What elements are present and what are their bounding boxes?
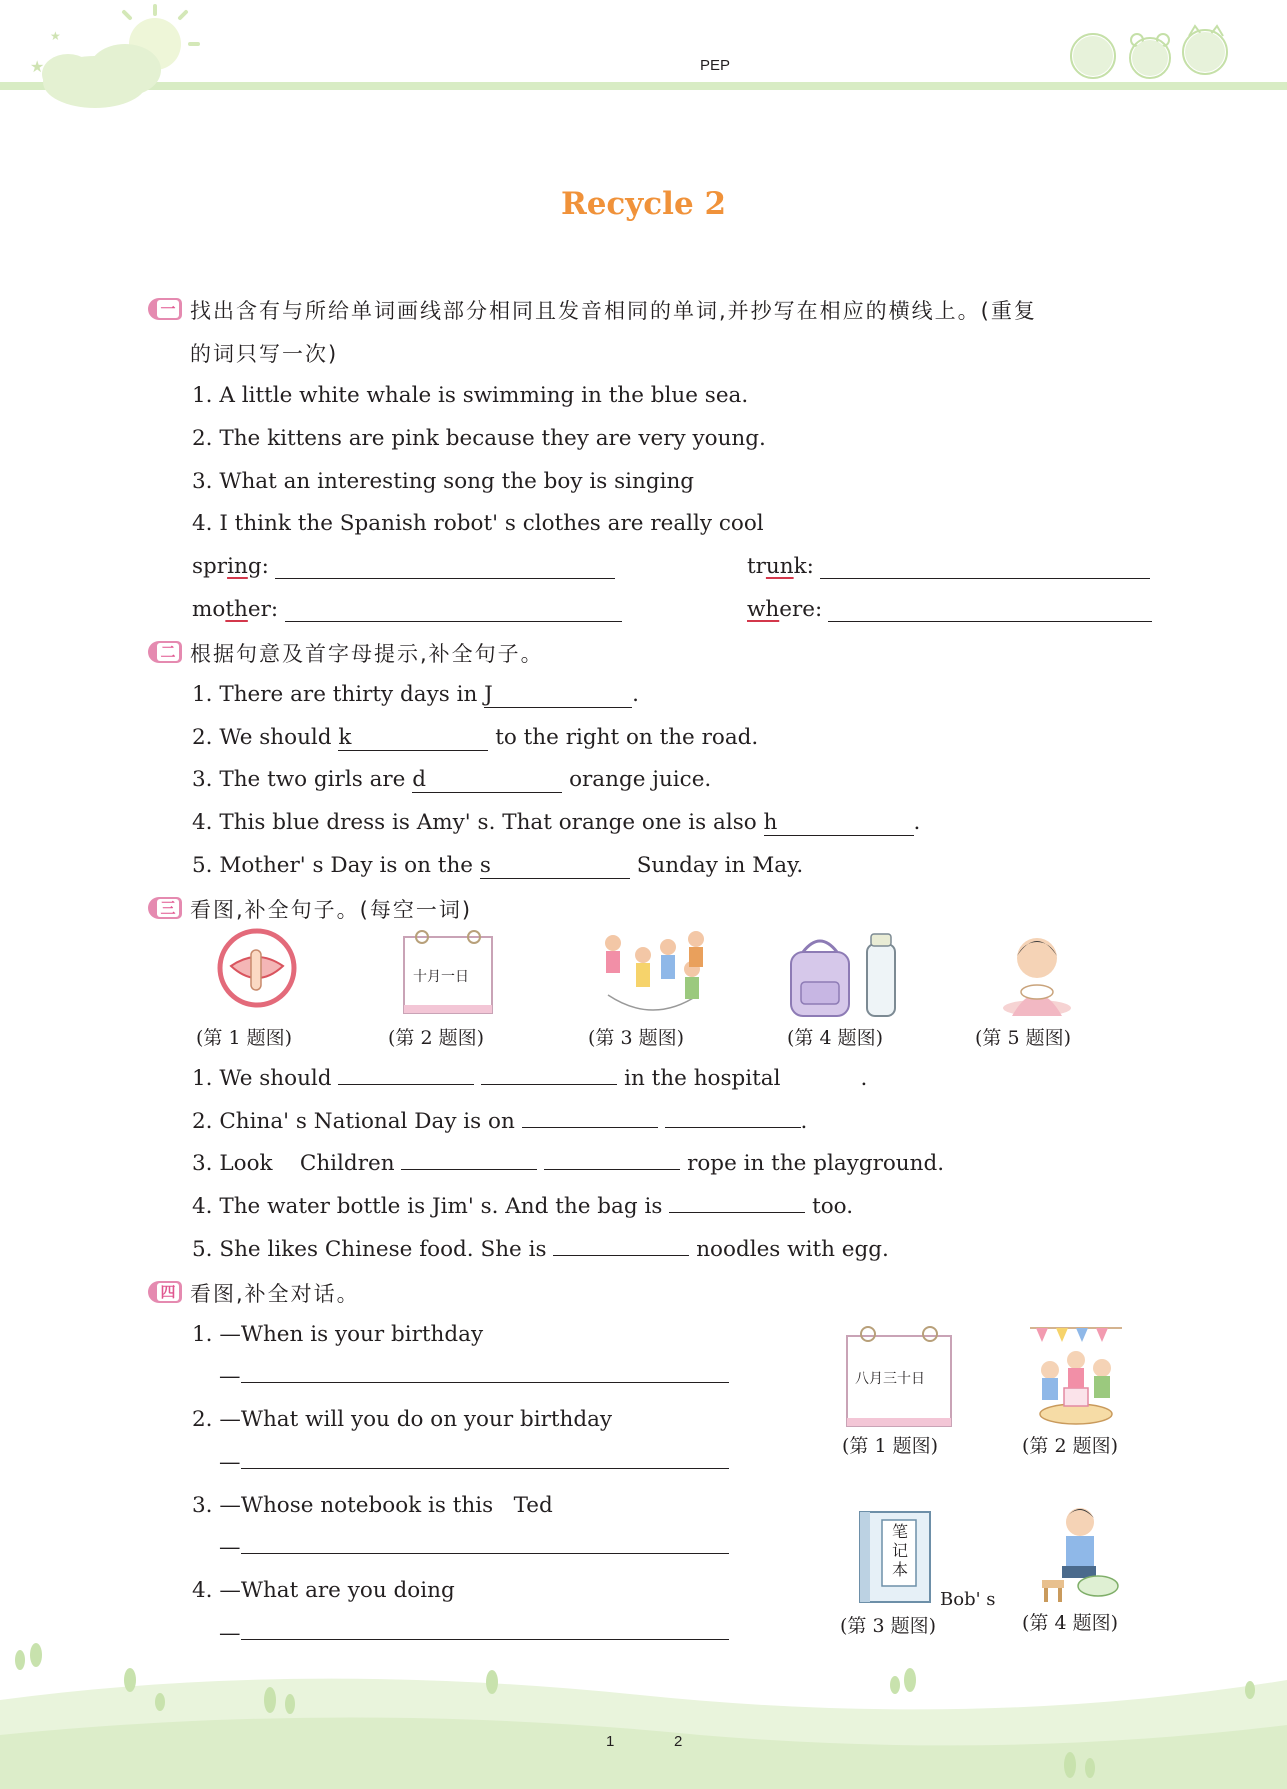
s1-word-trunk: trunk: [747, 554, 814, 579]
s1-answer-where[interactable] [828, 599, 1152, 622]
s3-item-5: 5. She likes Chinese food. She is noodles with egg. [192, 1237, 889, 1262]
s3-item-3: 3. Look Children rope in the playground. [192, 1151, 945, 1176]
s2-item-4: 4. This blue dress is Amy' s. That orange one is also h . [192, 810, 921, 835]
s3-item-4: 4. The water bottle is Jim' s. And the bag is too. [192, 1194, 854, 1219]
s3-caption-5: (第 5 题图) [975, 1027, 1071, 1049]
sun-cloud-decoration [0, 0, 200, 115]
bob-label: Bob' s [940, 1589, 996, 1610]
s2-item-2: 2. We should k to the right on the road. [192, 725, 759, 750]
s3-caption-4: (第 4 题图) [787, 1027, 883, 1049]
s4-caption-2: (第 2 题图) [1022, 1435, 1118, 1457]
calendar-aug30-text: 八月三十日 [855, 1371, 925, 1387]
s4-question-4: 4. —What are you doing [192, 1578, 455, 1603]
header-tag: PEP [700, 57, 731, 74]
s4-answer-2: — [219, 1450, 729, 1475]
s4-answer-3: — [219, 1535, 729, 1560]
s1-word-spring: spring: [192, 554, 269, 579]
s4-answer-4: — [219, 1621, 729, 1646]
s1-sentence-1: 1. A little white whale is swimming in the blue sea. [192, 383, 749, 408]
s1-word-mother: mother: [192, 597, 279, 622]
s4-caption-3: (第 3 题图) [840, 1615, 936, 1637]
s1-word-where: where: [747, 597, 823, 622]
bag-and-bottle-picture [785, 930, 905, 1020]
s3-caption-2: (第 2 题图) [388, 1027, 484, 1049]
children-skipping-picture [588, 925, 718, 1017]
section-1-instruction-cont: 的词只写一次) [190, 342, 339, 366]
hills-decoration [0, 1640, 1287, 1789]
section-1-badge: 一 [148, 298, 182, 320]
s4-question-3: 3. —Whose notebook is this Ted [192, 1493, 553, 1518]
notebook-label: 笔记本 [891, 1522, 908, 1579]
calendar-oct1-text: 十月一日 [413, 969, 469, 985]
page-number-right: 2 [674, 1733, 683, 1750]
quiet-sign-picture [215, 926, 299, 1010]
s1-answer-mother[interactable] [285, 599, 622, 622]
s3-item-1: 1. We should in the hospital . [192, 1066, 868, 1091]
s4-question-1: 1. —When is your birthday [192, 1322, 484, 1347]
s2-item-5: 5. Mother' s Day is on the s Sunday in May. [192, 853, 804, 878]
birthday-party-picture [1026, 1318, 1126, 1428]
section-2-instruction: 根据句意及首字母提示,补全句子。 [190, 642, 544, 666]
s2-item-1: 1. There are thirty days in J . [192, 682, 640, 707]
page-title: Recycle 2 [560, 186, 727, 222]
s4-question-2: 2. —What will you do on your birthday [192, 1407, 613, 1432]
s3-caption-1: (第 1 题图) [196, 1027, 292, 1049]
section-3-instruction: 看图,补全句子。(每空一词) [190, 898, 473, 922]
section-1-instruction: 找出含有与所给单词画线部分相同且发音相同的单词,并抄写在相应的横线上。(重复 [190, 299, 1037, 323]
boy-washing-clothes-picture [1036, 1500, 1122, 1610]
section-4-instruction: 看图,补全对话。 [190, 1282, 360, 1306]
s3-item-2: 2. China' s National Day is on . [192, 1109, 808, 1134]
s4-caption-4: (第 4 题图) [1022, 1612, 1118, 1634]
s1-sentence-4: 4. I think the Spanish robot' s clothes are really cool [192, 511, 764, 536]
svg-text:★: ★ [30, 57, 45, 76]
s1-sentence-2: 2. The kittens are pink because they are very young. [192, 426, 766, 451]
page-number-left: 1 [606, 1733, 615, 1750]
section-2-badge: 二 [148, 641, 182, 663]
section-3-badge: 三 [148, 897, 182, 919]
section-4-badge: 四 [148, 1281, 182, 1303]
s2-item-3: 3. The two girls are d orange juice. [192, 767, 712, 792]
svg-text:★: ★ [50, 29, 61, 43]
s1-answer-spring[interactable] [275, 556, 615, 579]
s1-answer-trunk[interactable] [820, 556, 1150, 579]
s4-answer-1: — [219, 1364, 729, 1389]
animal-faces-decoration [1055, 22, 1255, 82]
s3-caption-3: (第 3 题图) [588, 1027, 684, 1049]
girl-eating-noodles-picture [1000, 922, 1074, 1016]
s4-caption-1: (第 1 题图) [842, 1435, 938, 1457]
s1-sentence-3: 3. What an interesting song the boy is singing [192, 469, 695, 494]
